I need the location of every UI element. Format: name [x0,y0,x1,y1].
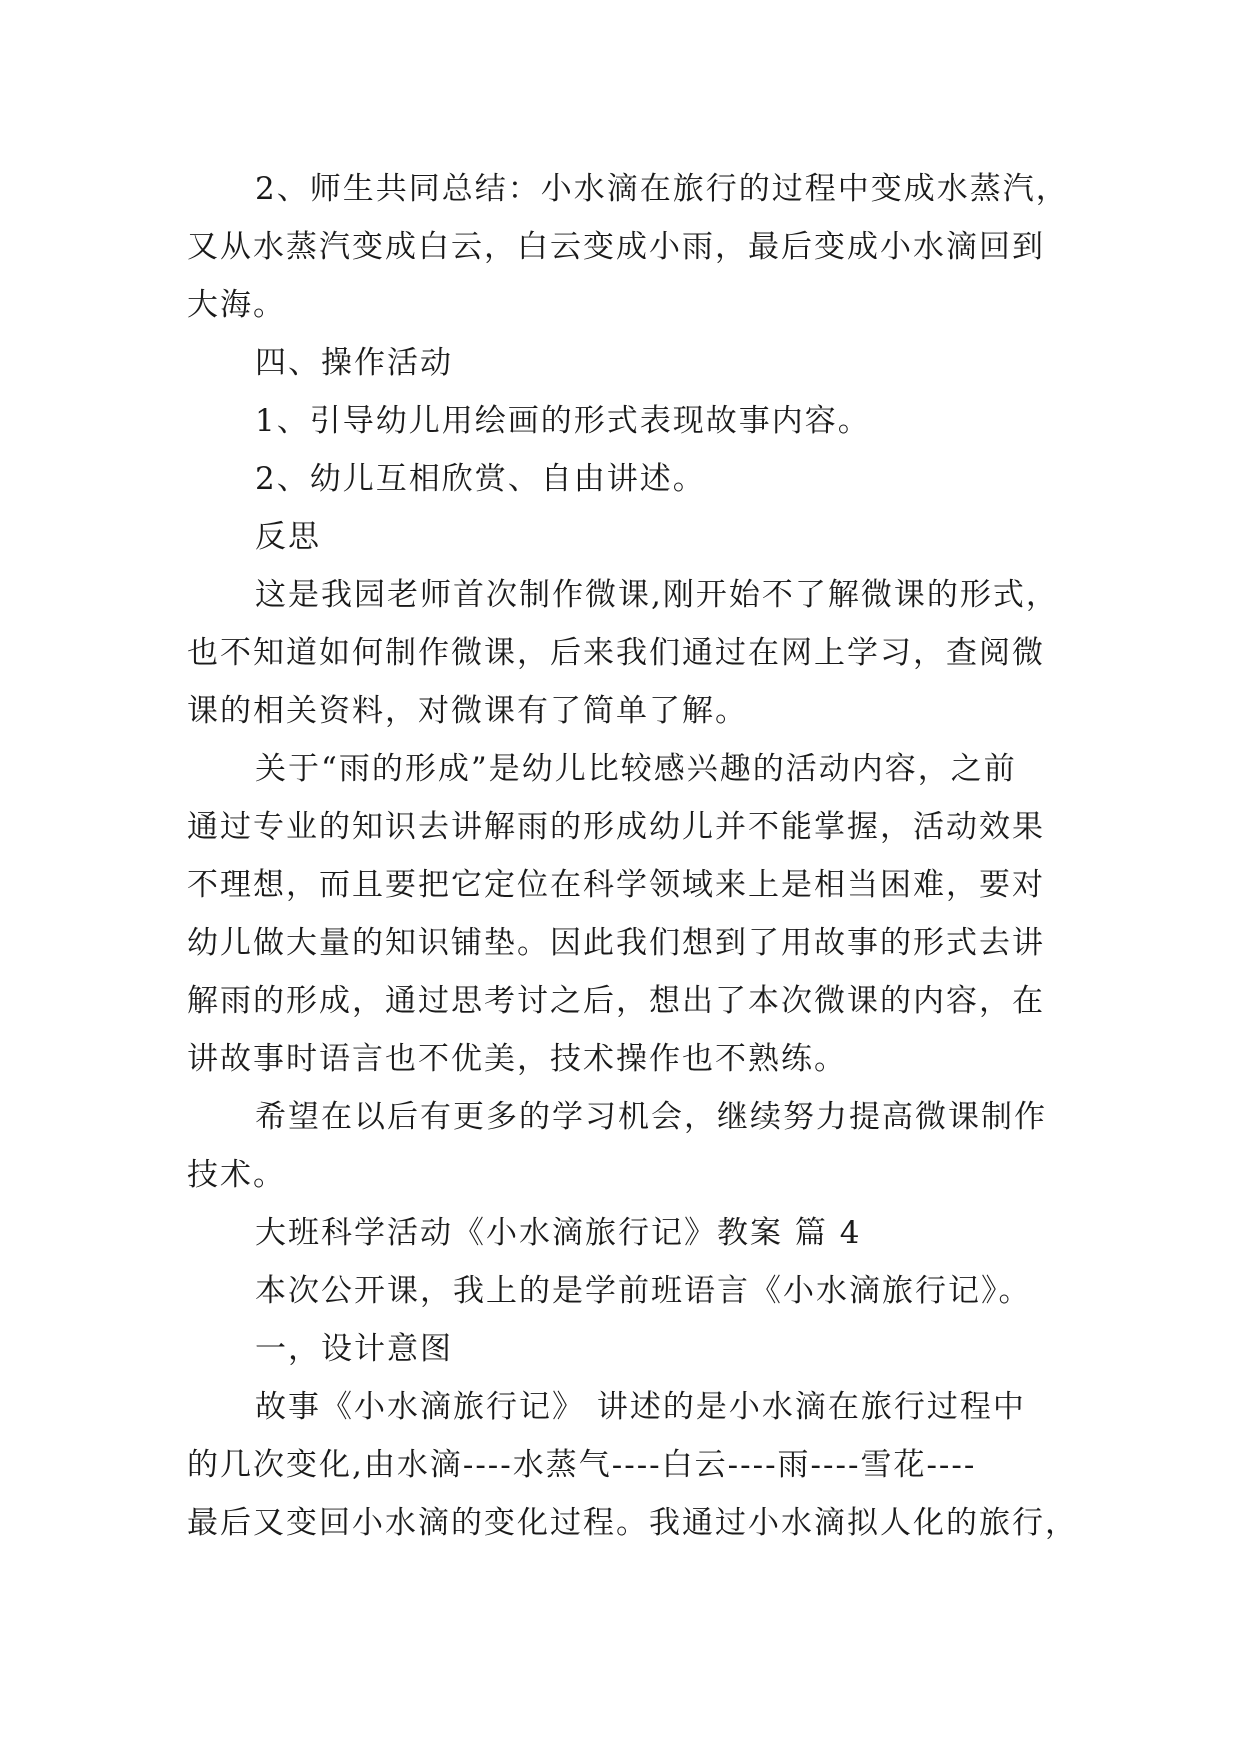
paragraph-line: 的几次变化,由水滴----水蒸气----白云----雨----雪花---- [187,1447,977,1483]
list-item: 1、引导幼儿用绘画的形式表现故事内容。 [255,403,871,439]
section-heading: 反思 [255,519,321,555]
paragraph-line: 技术。 [187,1157,286,1193]
paragraph-line: 这是我园老师首次制作微课,刚开始不了解微课的形式， [255,577,1059,613]
paragraph-line: 解雨的形成，通过思考讨之后，想出了本次微课的内容，在 [187,983,1045,1019]
paragraph-line: 讲故事时语言也不优美，技术操作也不熟练。 [187,1041,847,1077]
paragraph-line: 幼儿做大量的知识铺垫。因此我们想到了用故事的形式去讲 [187,925,1045,961]
paragraph-line: 本次公开课，我上的是学前班语言《小水滴旅行记》。 [255,1273,1032,1309]
document-title: 大班科学活动《小水滴旅行记》教案 篇 4 [255,1215,862,1251]
paragraph-line: 大海。 [187,287,286,323]
section-heading: 四、操作活动 [255,345,453,381]
paragraph-line: 又从水蒸汽变成白云，白云变成小雨，最后变成小水滴回到 [187,229,1045,265]
paragraph-line: 通过专业的知识去讲解雨的形成幼儿并不能掌握，活动效果 [187,809,1045,845]
paragraph-line: 希望在以后有更多的学习机会，继续努力提高微课制作 [255,1099,1047,1135]
paragraph-line: 2、师生共同总结：小水滴在旅行的过程中变成水蒸汽， [255,171,1069,207]
paragraph-line: 不理想，而且要把它定位在科学领域来上是相当困难，要对 [187,867,1045,903]
paragraph-line: 也不知道如何制作微课，后来我们通过在网上学习，查阅微 [187,635,1045,671]
paragraph-line: 课的相关资料，对微课有了简单了解。 [187,693,748,729]
paragraph-line: 最后又变回小水滴的变化过程。我通过小水滴拟人化的旅行， [187,1505,1078,1541]
section-heading: 一，设计意图 [255,1331,453,1367]
paragraph-line: 关于“雨的形成”是幼儿比较感兴趣的活动内容，之前 [255,751,1017,787]
list-item: 2、幼儿互相欣赏、自由讲述。 [255,461,706,497]
paragraph-line: 故事《小水滴旅行记》 讲述的是小水滴在旅行过程中 [255,1389,1026,1425]
